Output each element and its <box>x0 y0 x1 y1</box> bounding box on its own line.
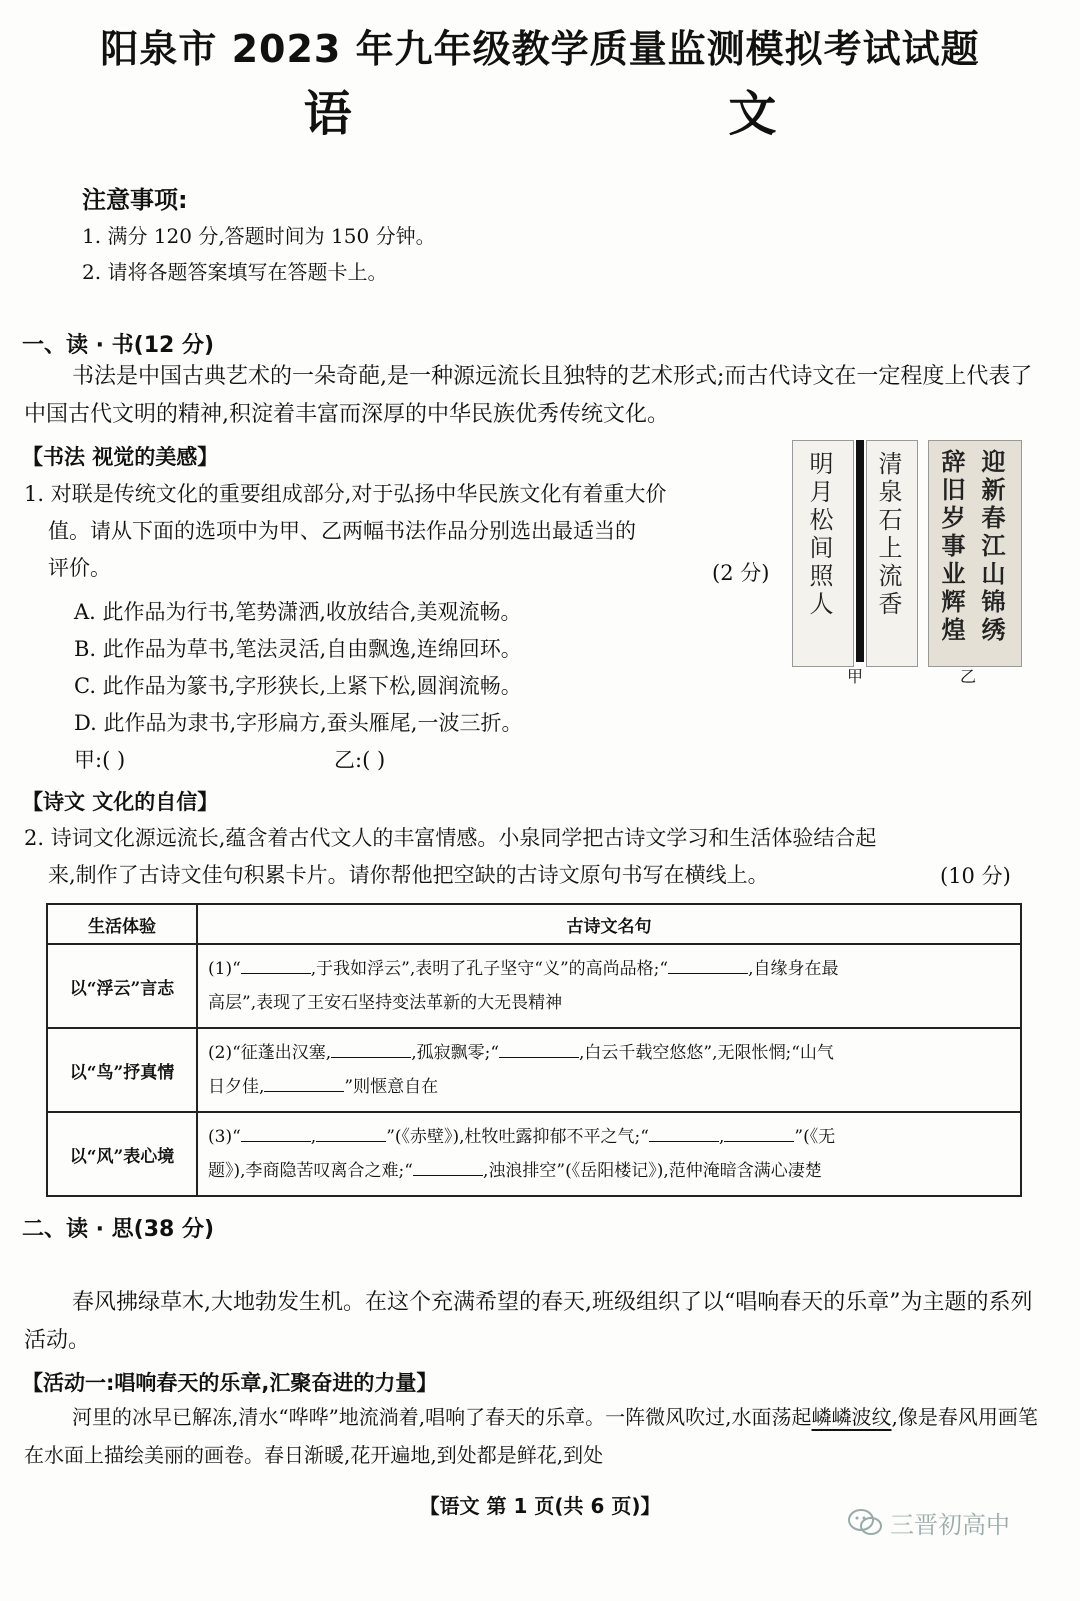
activity-text-part: ,像是春风用画笔在水面上描绘美丽的画卷。春日渐暖,花开遍地,到处都是鲜花,到处 <box>24 1405 1038 1467</box>
question-2-score: (10 分) <box>940 864 1011 888</box>
activity-text-part: 河里的冰早已解冻,清水“哗哗”地流淌着,唱响了春天的乐章。一阵微风吹过,水面荡起 <box>72 1405 812 1429</box>
question-2-line: 2. 诗词文化源远流长,蕴含着古代文人的丰富情感。小泉同学把古诗文学习和生活体验结合起 <box>24 826 877 850</box>
verse-text: (2)“征蓬出汉塞, <box>208 1043 332 1063</box>
column-header: 生活体验 <box>47 904 197 944</box>
section-intro: 书法是中国古典艺术的一朵奇葩,是一种源远流长且独特的艺术形式;而古代诗文在一定程度上代表了中国古代文明的精神,积淀着丰富而深厚的中华民族优秀传统文化。 <box>24 364 1033 427</box>
verse-cell <box>197 1112 1021 1196</box>
verse-cell <box>197 944 1021 1028</box>
verse-cell <box>197 1028 1021 1112</box>
table-header-row <box>47 904 1021 944</box>
figure-label-yi: 乙 <box>960 667 977 686</box>
calligraphy-jia-right <box>866 440 918 667</box>
option-d: D. 此作品为隶书,字形扁方,蚕头雁尾,一波三折。 <box>74 711 523 735</box>
question-1-line: 1. 对联是传统文化的重要组成部分,对于弘扬中华民族文化有着重大价 <box>24 482 667 506</box>
subject-title: 语 文 <box>303 86 897 142</box>
figure-label-jia: 甲 <box>847 667 864 686</box>
section-heading: 二、读 · 思(38 分) <box>22 1217 215 1242</box>
divider-bar <box>856 440 864 662</box>
fill-blank[interactable] <box>316 1121 386 1142</box>
poetry-heading: 【诗文 文化的自信】 <box>22 790 219 814</box>
verse-text: 高层”,表现了王安石坚持变法革新的大无畏精神 <box>208 993 563 1013</box>
verse-text: ”(《无 <box>794 1127 836 1147</box>
verse-text: 日夕佳, <box>208 1077 265 1097</box>
fill-blank[interactable] <box>499 1037 579 1058</box>
section-heading: 一、读 · 书(12 分) <box>22 333 215 358</box>
experience-cell: 以“浮云”言志 <box>47 944 197 1028</box>
option-c: C. 此作品为篆书,字形狭长,上紧下松,圆润流畅。 <box>74 674 522 698</box>
calligraphy-text: 清泉石上流香 <box>874 451 902 619</box>
experience-cell: 以“鸟”抒真情 <box>47 1028 197 1112</box>
watermark-text: 三晋初高中 <box>890 1511 1010 1539</box>
page-footer: 【语文 第 1 页(共 6 页)】 <box>419 1494 661 1518</box>
fill-blank[interactable] <box>264 1071 344 1092</box>
verse-text: (1)“ <box>208 959 241 979</box>
verse-text: ,浊浪排空”(《岳阳楼记》),范仲淹暗含满心凄楚 <box>482 1161 822 1181</box>
verse-text: , <box>310 1127 317 1147</box>
notes-heading: 注意事项: <box>82 186 188 214</box>
verse-text: ,自缘身在最 <box>748 959 839 979</box>
calligraphy-text: 迎新春江山锦绣 <box>977 449 1006 645</box>
fill-blank[interactable] <box>649 1121 719 1142</box>
wechat-icon <box>848 1508 882 1538</box>
table-row <box>47 1112 1021 1196</box>
verse-text: ”(《赤壁》),杜牧吐露抑郁不平之气;“ <box>386 1127 649 1147</box>
activity-heading: 【活动一:唱响春天的乐章,汇聚奋进的力量】 <box>22 1371 438 1395</box>
calligraphy-text: 明月松间照人 <box>805 451 833 619</box>
question-2-line: 来,制作了古诗文佳句积累卡片。请你帮他把空缺的古诗文原句书写在横线上。 <box>48 863 769 887</box>
verse-text: (3)“ <box>208 1127 241 1147</box>
table-row <box>47 1028 1021 1112</box>
calligraphy-yi <box>928 440 1022 667</box>
question-1-line: 值。请从下面的选项中为甲、乙两幅书法作品分别选出最适当的 <box>48 519 636 543</box>
question-1-score: (2 分) <box>712 561 770 585</box>
fill-blank[interactable] <box>724 1121 794 1142</box>
option-a: A. 此作品为行书,笔势潇洒,收放结合,美观流畅。 <box>74 600 522 624</box>
fill-blank[interactable] <box>241 953 311 974</box>
answer-yi[interactable]: 乙:( ) <box>334 748 386 772</box>
note-item: 2. 请将各题答案填写在答题卡上。 <box>82 260 388 284</box>
question-1-line: 评价。 <box>48 556 111 580</box>
fill-blank[interactable] <box>241 1121 311 1142</box>
underlined-phrase: 嶙嶙波纹 <box>811 1405 892 1429</box>
verse-text: 题》),李商隐苦叹离合之难;“ <box>208 1161 413 1181</box>
verse-text: ,于我如浮云”,表明了孔子坚守“义”的高尚品格;“ <box>310 959 669 979</box>
column-header: 古诗文名句 <box>197 904 1021 944</box>
table-row <box>47 944 1021 1028</box>
verse-text: ”则惬意自在 <box>344 1077 439 1097</box>
calligraphy-heading: 【书法 视觉的美感】 <box>22 445 219 469</box>
fill-blank[interactable] <box>413 1155 483 1176</box>
exam-title: 阳泉市 2023 年九年级教学质量监测模拟考试试题 <box>100 27 980 71</box>
activity-text <box>24 1398 1054 1474</box>
verse-text: ,孤寂飘零;“ <box>411 1043 500 1063</box>
poetry-card-table <box>46 903 1022 1197</box>
answer-jia[interactable]: 甲:( ) <box>74 748 126 772</box>
section-intro: 春风拂绿草木,大地勃发生机。在这个充满希望的春天,班级组织了以“唱响春天的乐章”为主题的系列活动。 <box>24 1290 1033 1353</box>
calligraphy-text: 辞旧岁事业辉煌 <box>937 449 966 645</box>
option-b: B. 此作品为草书,笔法灵活,自由飘逸,连绵回环。 <box>74 637 522 661</box>
watermark <box>848 1505 1010 1540</box>
fill-blank[interactable] <box>668 953 748 974</box>
fill-blank[interactable] <box>331 1037 411 1058</box>
verse-text: ,白云千载空悠悠”,无限怅惘;“山气 <box>579 1043 834 1063</box>
calligraphy-jia-left <box>792 440 854 667</box>
experience-cell: 以“风”表心境 <box>47 1112 197 1196</box>
verse-text: , <box>718 1127 725 1147</box>
note-item: 1. 满分 120 分,答题时间为 150 分钟。 <box>82 224 436 248</box>
